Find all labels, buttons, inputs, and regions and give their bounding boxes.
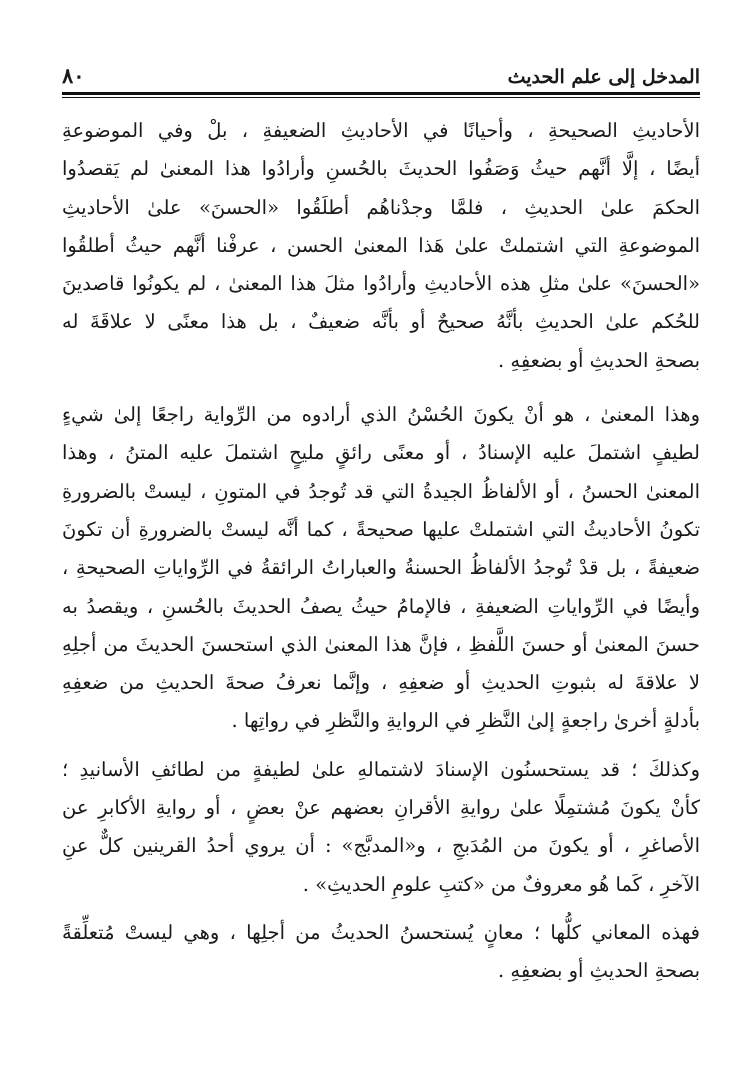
text-line: فهذه المعاني كلُّها ؛ معانٍ يُستحسنُ الحديثُ من أجلِها ، وهي ليستْ مُتعلِّقةً — [62, 920, 700, 944]
text-line: كأنْ يكونَ مُشتمِلًا علىٰ روايةِ الأقرانِ بعضهم عنْ بعضٍ ، أو روايةِ الأكابرِ عن — [62, 796, 700, 820]
text-line: لطيفٍ اشتملَ عليه الإسنادُ ، أو معنًى رائقٍ مليحٍ اشتملَ عليه المتنُ ، وهذا — [62, 441, 700, 465]
text-line: الآخرِ ، كَما هُو معروفٌ من «كتبِ علومِ الحديثِ» . — [302, 872, 700, 896]
text-line: بصحةِ الحديثِ أو بضعفِهِ . — [497, 959, 700, 983]
text-line: بصحةِ الحديثِ أو بضعفِهِ . — [497, 348, 700, 372]
text-line: ضعيفةً ، بل قدْ تُوجدُ الألفاظُ الحسنةُ والعباراتُ الرائقةُ في الرِّواياتِ الصحيحةِ ، — [62, 556, 700, 580]
paragraph-2 — [62, 396, 700, 741]
text-line: تكونُ الأحاديثُ التي اشتملتْ عليها صحيحةً ، كما أنَّه ليستْ بالضرورةِ أن تكونَ — [62, 517, 700, 541]
text-line: الأحاديثِ الصحيحةِ ، وأحيانًا في الأحاديثِ الضعيفةِ ، بلْ وفي الموضوعةِ — [62, 119, 700, 142]
page-number: ٨٠ — [62, 63, 85, 88]
page-header — [62, 52, 700, 88]
text-line: الحكمَ علىٰ الحديثِ ، فلمَّا وجدْناهُم أطلَقُوا «الحسنَ» علىٰ الأحاديثِ — [62, 195, 700, 219]
text-line: وأيضًا في الرِّواياتِ الضعيفةِ ، فالإمامُ حيثُ يصفُ الحديثَ بالحُسنِ ، ويقصدُ به — [62, 594, 700, 618]
paragraph-gap — [62, 741, 700, 751]
text-line: الموضوعةِ التي اشتملتْ علىٰ هَذا المعنىٰ الحسن ، عرفْنا أنَّهم حيثُ أطلقُوا — [62, 233, 700, 257]
paragraph-3 — [62, 751, 700, 904]
running-title: المدخل إلى علم الحديث — [507, 66, 700, 88]
text-line: لا علاقةَ له بثبوتِ الحديثِ أو ضعفِهِ ، وإنَّما نعرفُ صحةَ الحديثِ من ضعفِهِ — [62, 671, 700, 695]
text-line: وكذلكَ ؛ قد يستحسنُون الإسنادَ لاشتمالهِ علىٰ لطيفةٍ من لطائفِ الأسانيدِ ؛ — [62, 757, 700, 781]
text-line: «الحسنَ» علىٰ مثلِ هذه الأحاديثِ وأرادُوا مثلَ هذا المعنىٰ ، لم يكونُوا قاصدينَ — [62, 272, 700, 296]
text-line: حسنَ المعنىٰ أو حسنَ اللَّفظِ ، فإنَّ هذا المعنىٰ الذي استحسنَ الحديثَ من أجلِهِ — [62, 632, 700, 656]
header-rule-thick — [62, 92, 700, 95]
paragraph-gap — [62, 904, 700, 914]
text-line: بأدلةٍ أخرىٰ راجعةٍ إلىٰ النَّظرِ في الروايةِ والنَّظرِ في رواتِها . — [231, 709, 700, 733]
paragraph-gap — [62, 380, 700, 396]
text-line: أيضًا ، إلَّا أنَّهم حيثُ وَصَفُوا الحديثَ بالحُسنِ وأرادُوا هذا المعنىٰ لم يَقصدُوا — [62, 157, 700, 181]
text-line: وهذا المعنىٰ ، هو أنْ يكونَ الحُسْنُ الذي أرادوه من الرِّواية راجعًا إلىٰ شيءٍ — [62, 403, 700, 427]
text-line: المعنىٰ الحسنُ ، أو الألفاظُ الجيدةُ التي قد تُوجدُ في المتونِ ، ليستْ بالضرورةِ — [62, 479, 700, 503]
body-text — [62, 112, 700, 991]
text-line: للحُكم علىٰ الحديثِ بأنَّهُ صحيحٌ أو بأنَّه ضعيفٌ ، بل هذا معنًى لا علاقَةَ له — [62, 310, 700, 334]
paragraph-4 — [62, 914, 700, 991]
paragraph-1 — [62, 112, 700, 380]
book-page — [62, 52, 700, 1042]
header-rule-thin — [62, 97, 700, 98]
text-line: الأصاغرِ ، أو يكونَ من المُدَبجِ ، و«المدبَّج» : أن يروي أحدُ القرينين كلٌّ عنِ — [62, 834, 700, 858]
